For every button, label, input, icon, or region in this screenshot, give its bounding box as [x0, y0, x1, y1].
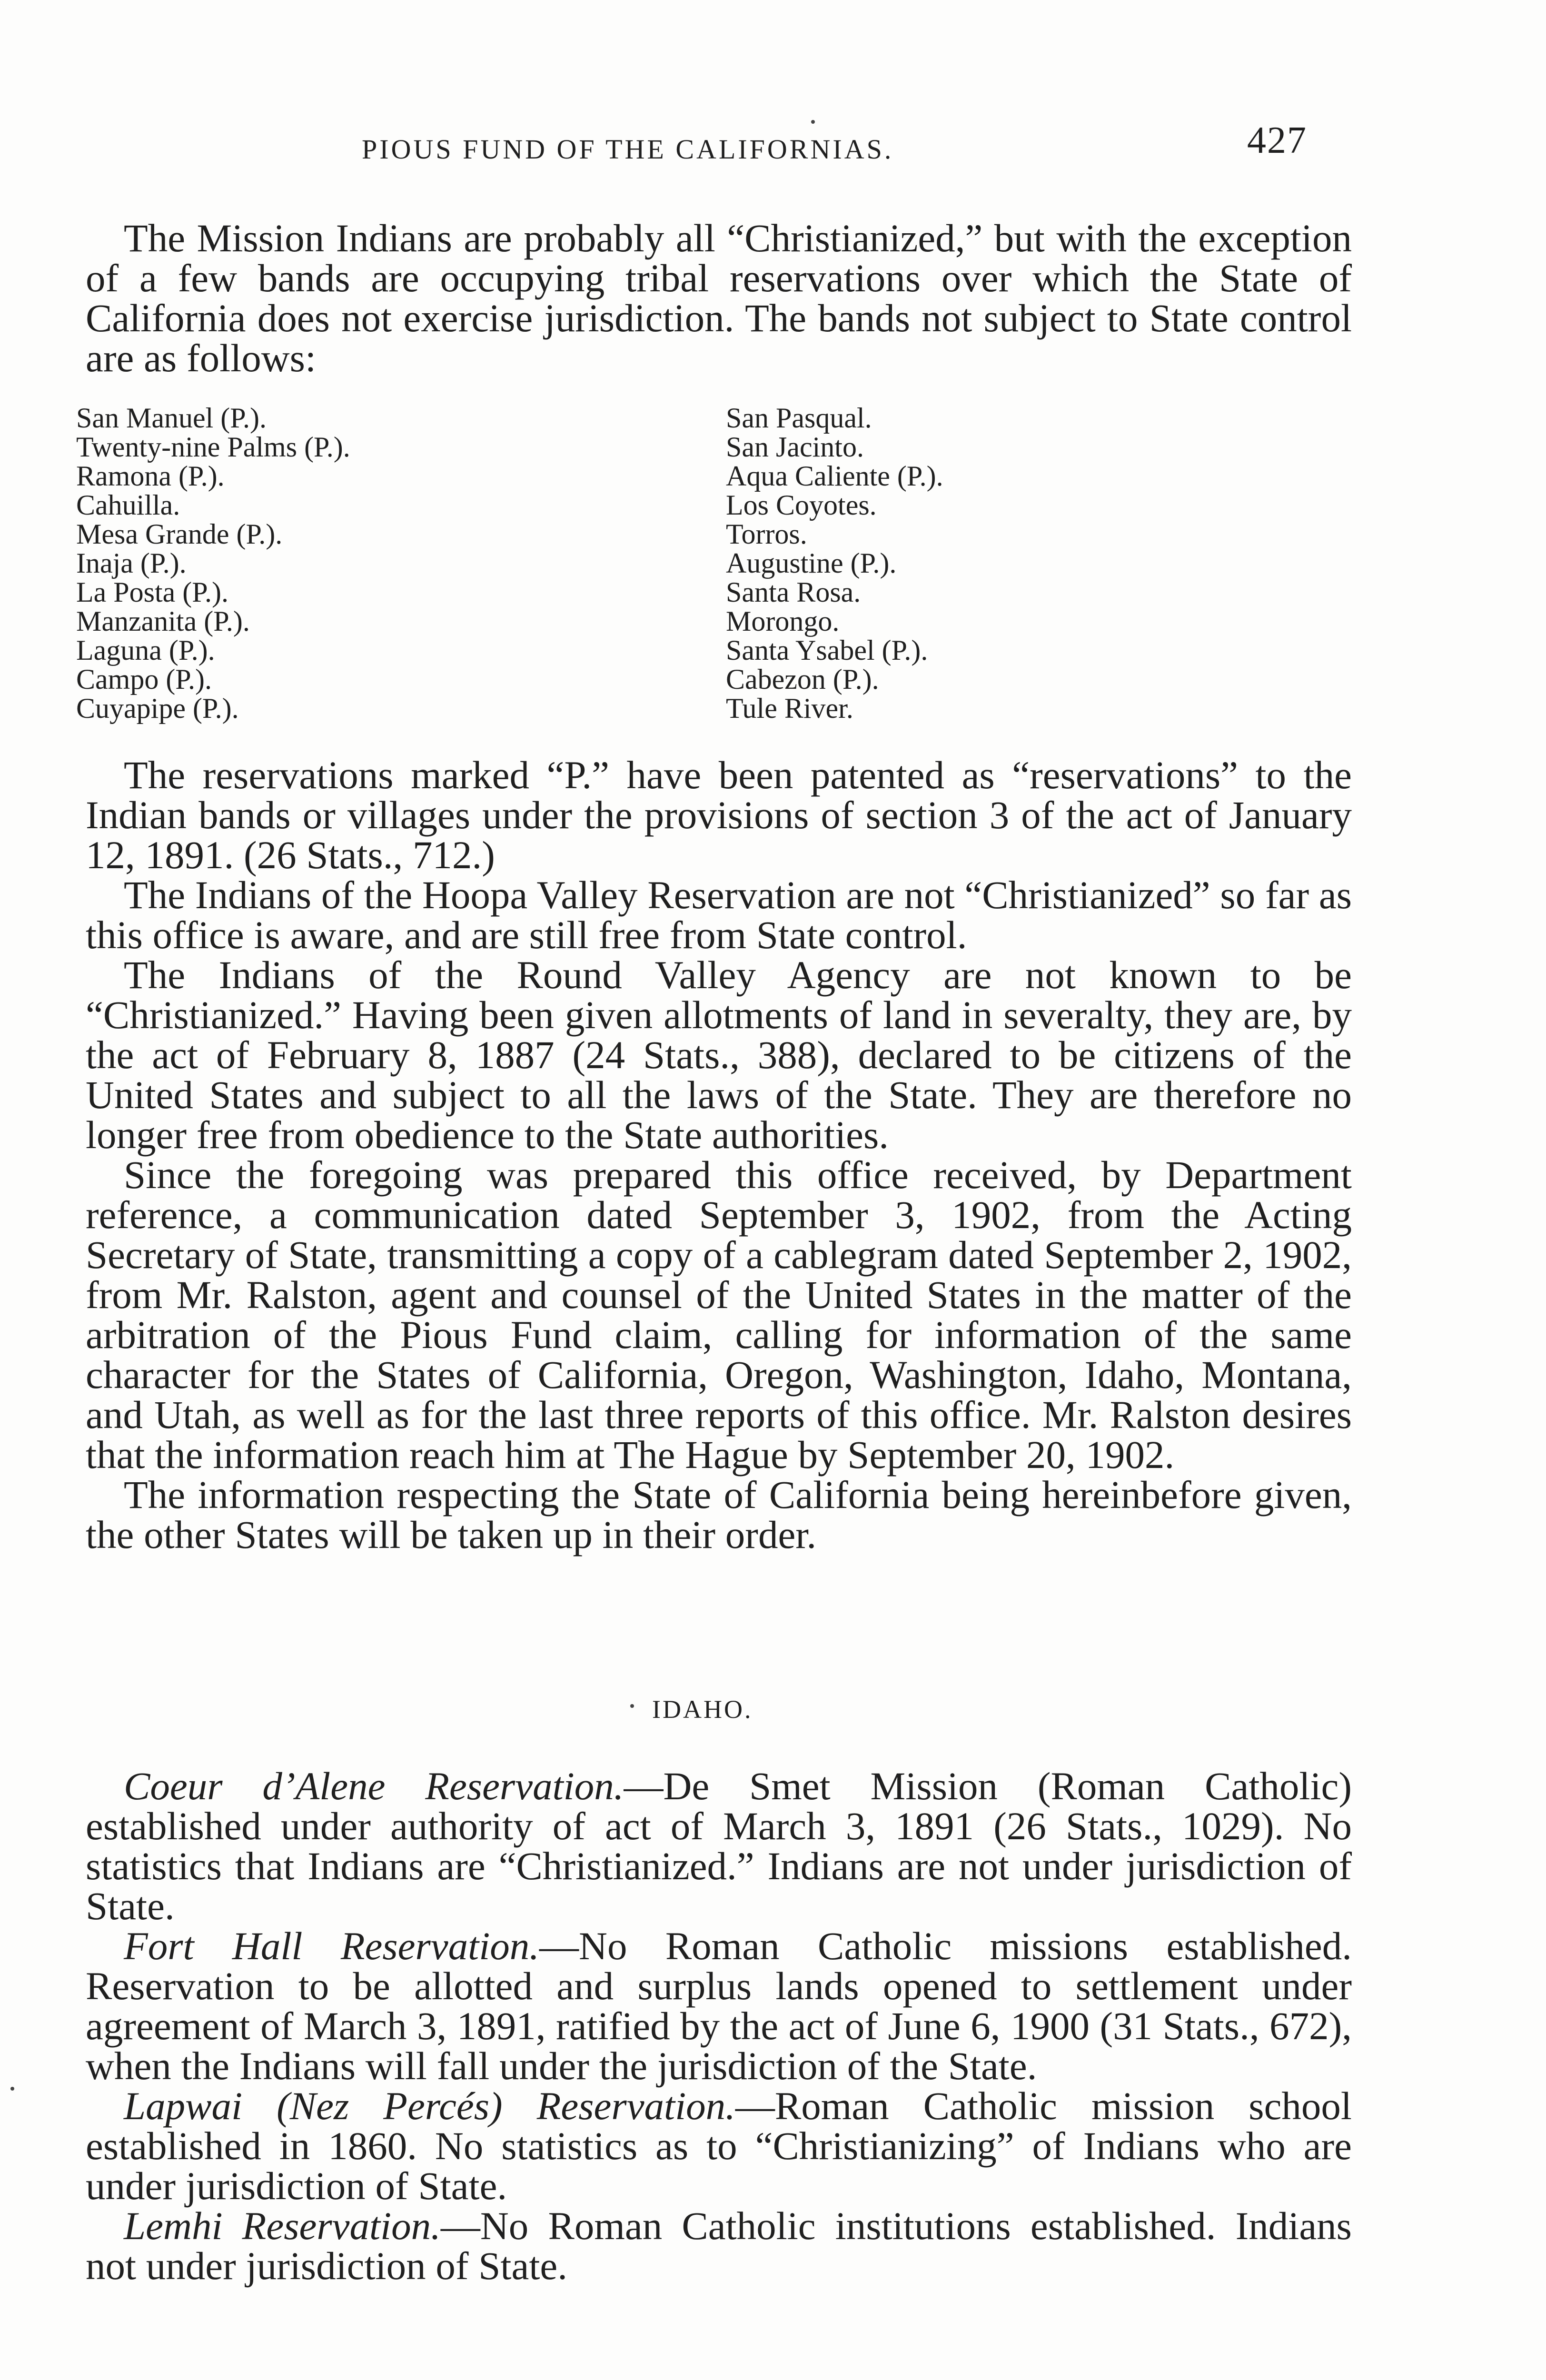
idaho-entry-lemhi — [86, 2206, 1352, 2286]
paragraph-round-valley: The Indians of the Round Valley Agency are not known to be “Christianized.” Having been given allotments of land in severalty, they are, by the act of February 8, 1887 (24 Stats., 388), declared to be citizens of the United States and subject to all the laws of the State. They are therefore no longer free from obedience to the State authorities. — [86, 953, 1352, 1157]
band-item: Laguna (P.). — [76, 635, 215, 666]
entry-title: Lapwai (Nez Percés) Reservation. — [124, 2084, 735, 2128]
band-item: Manzanita (P.). — [76, 605, 250, 637]
entry-text: —No Roman Catholic missions established. Reservation to be allotted and surplus lands opened to settlement under agreement of March 3, 1891, ratified by the act of June 6, 1900 (31 Stats., 672), when the Indians will fall under the jurisdiction of the State. — [86, 1924, 1352, 2088]
entry-text: —Roman Catholic mission school established in 1860. No statistics as to “Christianizing” of Indians who are under jurisdiction of State. — [86, 2084, 1352, 2208]
ink-speck — [10, 2087, 14, 2091]
paragraph-order: The information respecting the State of California being hereinbefore given, the other States will be taken up in their order. — [86, 1473, 1352, 1557]
band-item: Cahuilla. — [76, 489, 180, 521]
band-item: San Manuel (P.). — [76, 402, 267, 434]
band-item: Morongo. — [726, 605, 840, 637]
idaho-entry-lapwai — [86, 2086, 1352, 2206]
band-item: Torros. — [726, 518, 807, 550]
running-head: PIOUS FUND OF THE CALIFORNIAS. — [362, 134, 894, 165]
band-item: La Posta (P.). — [76, 576, 228, 608]
paragraph-ralston: Since the foregoing was prepared this office received, by Department reference, a communication dated September 3, 1902, from the Acting Secretary of State, transmitting a copy of a cablegram dated September 2, 1902, from Mr. Ralston, agent and counsel of the United States in the matter of the arbitration of the Pious Fund claim, calling for information of the same character for the States of California, Oregon, Washington, Idaho, Montana, and Utah, as well as for the last three reports of this office. Mr. Ralston desires that the information reach him at The Hague by September 20, 1902. — [86, 1153, 1352, 1477]
section-heading-idaho: IDAHO. — [652, 1695, 753, 1724]
band-item: Aqua Caliente (P.). — [726, 460, 943, 492]
idaho-entry-fort-hall — [86, 1926, 1352, 2086]
band-item: Twenty-nine Palms (P.). — [76, 431, 350, 463]
idaho-entry-coeur-dalene — [86, 1766, 1352, 1926]
bands-list — [76, 404, 1257, 746]
page-number: 427 — [1247, 119, 1307, 161]
paragraph-hoopa: The Indians of the Hoopa Valley Reservation are not “Christianized” so far as this office is aware, and are still free from State control. — [86, 873, 1352, 957]
band-item: Campo (P.). — [76, 664, 212, 695]
band-item: San Pasqual. — [726, 402, 872, 434]
intro-block — [86, 218, 1352, 378]
band-item: Mesa Grande (P.). — [76, 518, 283, 550]
paragraph-patented: The reservations marked “P.” have been patented as “reservations” to the Indian bands or villages under the provisions of section 3 of the act of January 12, 1891. (26 Stats., 712.) — [86, 753, 1352, 877]
entry-title: Lemhi Reservation. — [124, 2204, 441, 2248]
body-block — [86, 755, 1352, 1555]
band-item: Cuyapipe (P.). — [76, 693, 239, 724]
bands-left-column — [76, 404, 350, 723]
band-item: Inaja (P.). — [76, 547, 187, 579]
band-item: Cabezon (P.). — [726, 664, 879, 695]
band-item: Santa Ysabel (P.). — [726, 635, 928, 666]
ink-speck — [811, 120, 815, 124]
band-item: Augustine (P.). — [726, 547, 897, 579]
entry-text: —No Roman Catholic institutions established. Indians not under jurisdiction of State. — [86, 2204, 1352, 2288]
entry-title: Fort Hall Reservation. — [124, 1924, 540, 1968]
entry-title: Coeur d’Alene Reservation. — [124, 1764, 624, 1808]
ink-speck — [630, 1704, 634, 1708]
band-item: Tule River. — [726, 693, 853, 724]
entry-text: —De Smet Mission (Roman Catholic) established under authority of act of March 3, 1891 (26 Stats., 1029). No statistics that Indians are “Christianized.” Indians are not under jurisdiction of State. — [86, 1764, 1352, 1928]
band-item: Los Coyotes. — [726, 489, 877, 521]
band-item: Ramona (P.). — [76, 460, 225, 492]
bands-right-column — [726, 404, 943, 723]
intro-paragraph: The Mission Indians are probably all “Christianized,” but with the exception of a few bands are occupying tribal reservations over which the State of California does not exercise jurisdiction. The bands not subject to State control are as follows: — [86, 216, 1352, 380]
band-item: Santa Rosa. — [726, 576, 861, 608]
idaho-block — [86, 1766, 1352, 2286]
band-item: San Jacinto. — [726, 431, 864, 463]
